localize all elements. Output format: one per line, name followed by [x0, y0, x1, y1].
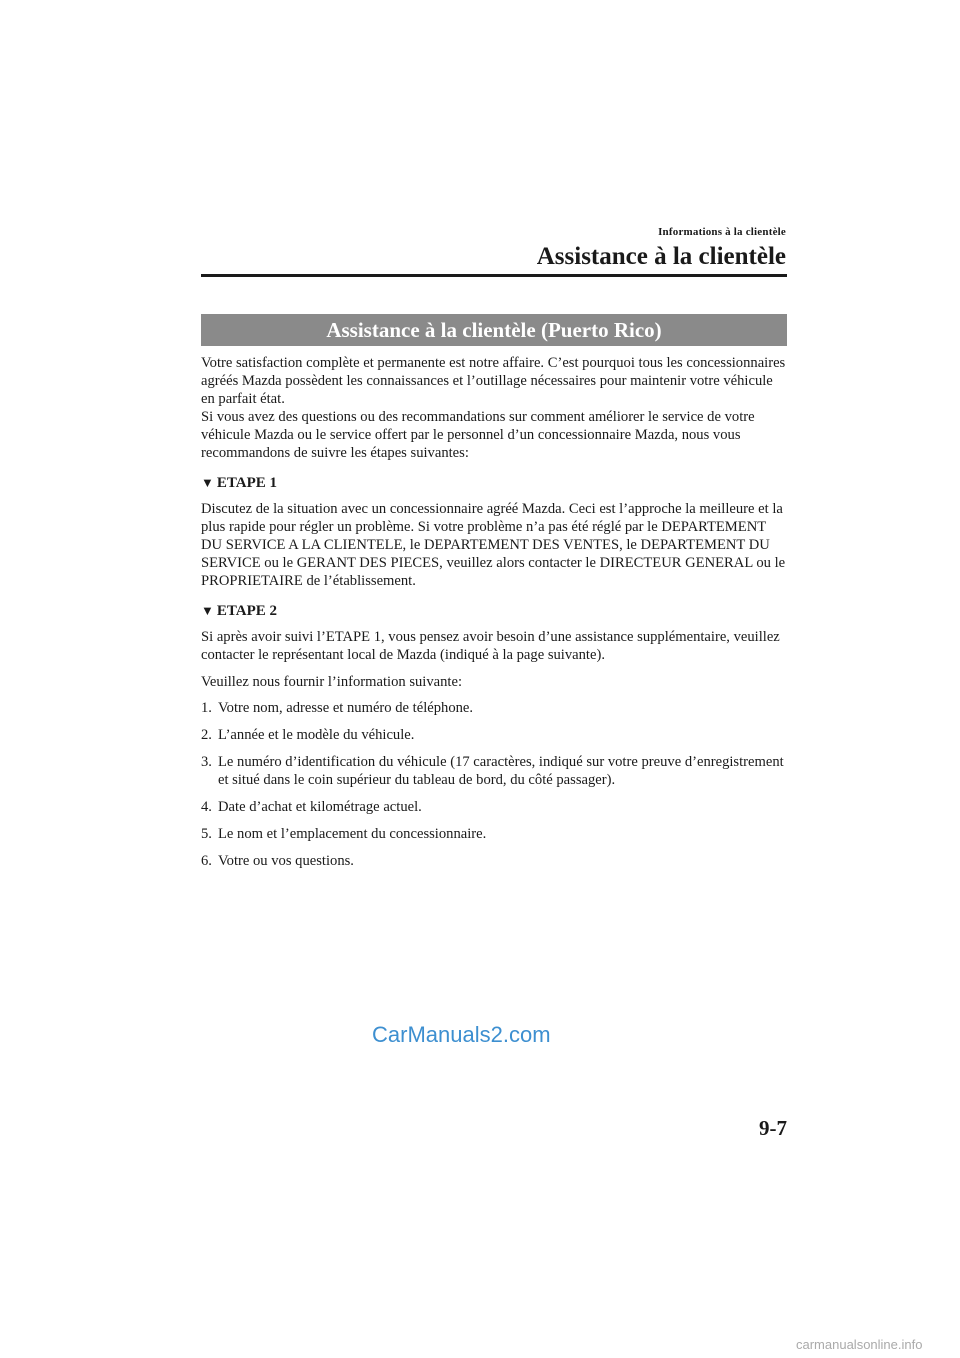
watermark-logo: CarManuals2.com [372, 1022, 551, 1047]
section-title-bar [201, 314, 787, 346]
step-2-text: Si après avoir suivi l’ETAPE 1, vous pensez avoir besoin d’une assistance supplémentaire, veuillez contacter le représentant local de Mazda (indiqué à la page suivante). [201, 629, 780, 663]
intro-paragraph-2: Si vous avez des questions ou des recommandations sur comment améliorer le service de votre véhicule Mazda ou le service offert par le personnel d’un concessionnaire Mazda, nous vous recommandons de suivre les étapes suivantes: [201, 409, 755, 461]
step-2-heading [201, 602, 787, 620]
list-item-text: Votre nom, adresse et numéro de téléphone. [218, 700, 474, 716]
list-item [201, 726, 787, 744]
footer-site-text: carmanualsonline.info [796, 1337, 923, 1352]
list-item-text: L’année et le modèle du véhicule. [218, 727, 415, 743]
step-2-label: ETAPE 2 [216, 603, 278, 619]
list-item-text: Date d’achat et kilométrage actuel. [218, 799, 422, 815]
step-1-heading [201, 474, 787, 492]
list-item-text: Le nom et l’emplacement du concessionnaire. [218, 826, 487, 842]
chapter-header: Assistance à la clientèle [536, 243, 786, 270]
page-content [201, 354, 787, 879]
header-rule [201, 274, 787, 277]
list-item [201, 852, 787, 870]
list-item-number: 5. [201, 826, 212, 842]
list-item-number: 1. [201, 700, 212, 716]
section-title: Assistance à la clientèle (Puerto Rico) [326, 317, 662, 342]
info-list [201, 699, 787, 870]
page-number: 9-7 [759, 1116, 787, 1140]
list-item-number: 4. [201, 799, 212, 815]
list-item-number: 6. [201, 853, 212, 869]
list-item [201, 753, 787, 789]
triangle-down-icon: ▼ [201, 475, 214, 490]
intro-paragraph-1: Votre satisfaction complète et permanente est notre affaire. C’est pourquoi tous les concessionnaires agréés Mazda possèdent les connaissances et l’outillage nécessaires pour maintenir votre véhicule en parfait état. [201, 355, 786, 407]
list-item-number: 3. [201, 754, 212, 770]
section-header: Informations à la clientèle [658, 226, 786, 238]
step-1-label: ETAPE 1 [216, 475, 278, 491]
step-1-text: Discutez de la situation avec un concessionnaire agréé Mazda. Ceci est l’approche la meilleure et la plus rapide pour régler un problème. Si votre problème n’a pas été réglé par le DEPARTEMENT DU SERVICE A LA CLIENTELE, le DEPARTEMENT DES VENTES, le DEPARTEMENT DU SERVICE ou le GERANT DES PIECES, veuillez alors contacter le DIRECTEUR GENERAL ou le PROPRIETAIRE de l’établissement. [201, 501, 786, 589]
list-item-text: Le numéro d’identification du véhicule (17 caractères, indiqué sur votre preuve d’enregistrement et situé dans le coin supérieur du tableau de bord, du côté passager). [218, 754, 784, 788]
list-item-number: 2. [201, 727, 212, 743]
triangle-down-icon: ▼ [201, 603, 214, 618]
list-item [201, 798, 787, 816]
list-item [201, 825, 787, 843]
list-item [201, 699, 787, 717]
info-intro: Veuillez nous fournir l’information suivante: [201, 674, 463, 690]
list-item-text: Votre ou vos questions. [218, 853, 354, 869]
